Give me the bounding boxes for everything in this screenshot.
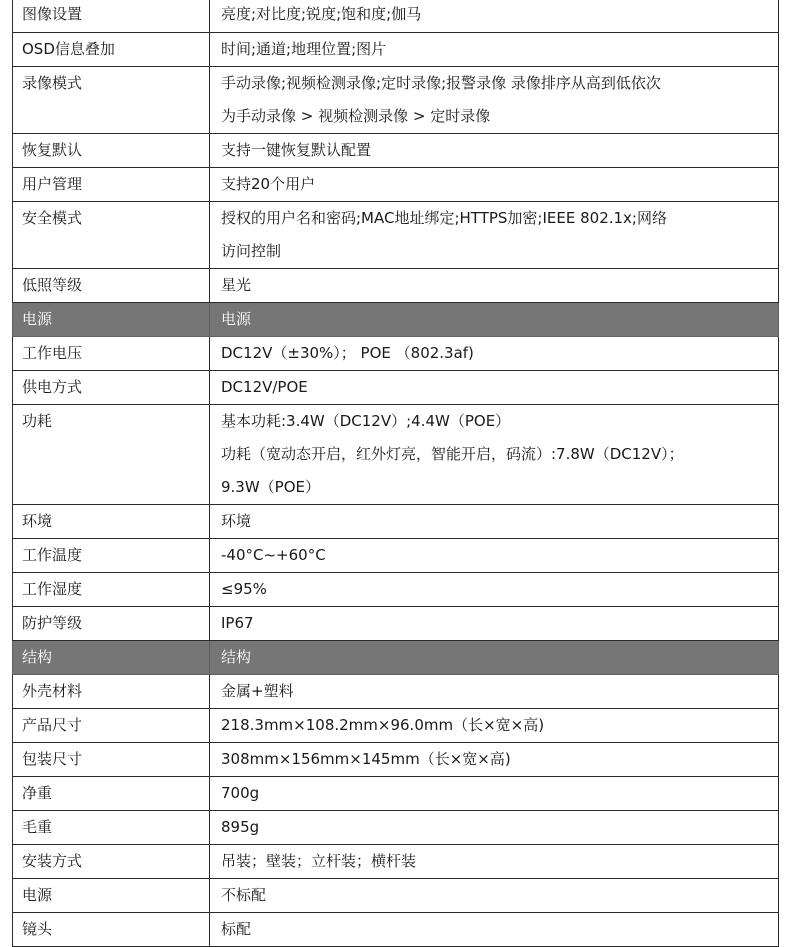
spec-value-line: 为手动录像 > 视频检测录像 > 定时录像	[221, 107, 491, 125]
section-header-row	[13, 641, 779, 675]
spec-value-line: 手动录像;视频检测录像;定时录像;报警录像 录像排序从高到低依次	[221, 74, 661, 92]
table-row	[13, 505, 779, 539]
spec-value-line: 访问控制	[221, 242, 282, 260]
spec-value	[210, 168, 779, 202]
spec-value	[210, 811, 779, 845]
spec-value-line: 218.3mm×108.2mm×96.0mm（长×宽×高)	[221, 716, 545, 734]
table-row	[13, 777, 779, 811]
spec-value	[210, 743, 779, 777]
table-row	[13, 845, 779, 879]
spec-value	[210, 33, 779, 67]
table-row	[13, 405, 779, 505]
table-row	[13, 67, 779, 134]
spec-value-line: 授权的用户名和密码;MAC地址绑定;HTTPS加密;IEEE 802.1x;网络	[221, 209, 667, 227]
spec-label: 供电方式	[13, 371, 210, 405]
spec-label: 防护等级	[13, 607, 210, 641]
spec-value-line: 金属+塑料	[221, 682, 294, 700]
spec-label: 净重	[13, 777, 210, 811]
spec-value	[210, 675, 779, 709]
spec-value	[210, 913, 779, 947]
spec-value	[210, 505, 779, 539]
spec-value-line: 功耗（宽动态开启，红外灯亮，智能开启，码流）:7.8W（DC12V）；	[221, 445, 684, 463]
spec-label: 安全模式	[13, 202, 210, 269]
table-row	[13, 811, 779, 845]
spec-value-line: IP67	[221, 614, 254, 632]
section-value	[210, 641, 779, 675]
spec-value	[210, 573, 779, 607]
table-row	[13, 607, 779, 641]
spec-value-line: 环境	[221, 512, 252, 530]
spec-value-line: 结构	[221, 648, 252, 666]
spec-value-line: 电源	[221, 310, 252, 328]
table-row	[13, 269, 779, 303]
spec-value	[210, 607, 779, 641]
spec-value-line: DC12V/POE	[221, 378, 308, 396]
table-row	[13, 202, 779, 269]
spec-label: 毛重	[13, 811, 210, 845]
spec-label: 外壳材料	[13, 675, 210, 709]
spec-label: 恢复默认	[13, 134, 210, 168]
spec-label: 功耗	[13, 405, 210, 505]
spec-label: 电源	[13, 879, 210, 913]
spec-label: 包装尺寸	[13, 743, 210, 777]
spec-value-line: 吊装；壁装；立杆装；横杆装	[221, 852, 417, 870]
spec-label: 产品尺寸	[13, 709, 210, 743]
spec-value	[210, 777, 779, 811]
spec-label: 安装方式	[13, 845, 210, 879]
spec-value-line: 标配	[221, 920, 252, 938]
spec-value	[210, 269, 779, 303]
spec-label: 工作温度	[13, 539, 210, 573]
table-row	[13, 337, 779, 371]
spec-label: 用户管理	[13, 168, 210, 202]
spec-value	[210, 539, 779, 573]
spec-value-line: 700g	[221, 784, 260, 802]
spec-value	[210, 709, 779, 743]
spec-value-line: 支持一键恢复默认配置	[221, 141, 372, 159]
spec-value	[210, 67, 779, 134]
spec-value	[210, 405, 779, 505]
spec-label: 低照等级	[13, 269, 210, 303]
spec-label: OSD信息叠加	[13, 33, 210, 67]
table-row	[13, 879, 779, 913]
spec-value	[210, 202, 779, 269]
spec-label: 工作电压	[13, 337, 210, 371]
table-row	[13, 33, 779, 67]
spec-value-line: 9.3W（POE）	[221, 478, 321, 496]
spec-label: 环境	[13, 505, 210, 539]
section-header-row	[13, 303, 779, 337]
spec-value-line: 时间;通道;地理位置;图片	[221, 40, 387, 58]
spec-value	[210, 337, 779, 371]
spec-value	[210, 134, 779, 168]
spec-value-line: 895g	[221, 818, 260, 836]
spec-label: 录像模式	[13, 67, 210, 134]
table-row	[13, 539, 779, 573]
section-label: 结构	[13, 641, 210, 675]
spec-label: 镜头	[13, 913, 210, 947]
table-row	[13, 913, 779, 947]
spec-value-line: 基本功耗:3.4W（DC12V）;4.4W（POE）	[221, 412, 511, 430]
spec-value-line: 不标配	[221, 886, 267, 904]
spec-value-line: 308mm×156mm×145mm（长×宽×高)	[221, 750, 511, 768]
spec-label: 图像设置	[13, 0, 210, 33]
spec-value	[210, 0, 779, 33]
spec-value-line: 支持20个用户	[221, 175, 316, 193]
spec-value-line: DC12V（±30%）； POE （802.3af)	[221, 344, 474, 362]
section-label: 电源	[13, 303, 210, 337]
spec-value	[210, 879, 779, 913]
section-value	[210, 303, 779, 337]
table-row	[13, 371, 779, 405]
spec-value-line: 亮度;对比度;锐度;饱和度;伽马	[221, 5, 422, 23]
table-row	[13, 0, 779, 33]
table-row	[13, 134, 779, 168]
spec-value	[210, 845, 779, 879]
spec-table	[12, 0, 779, 947]
spec-value-line: -40°C~+60°C	[221, 546, 326, 564]
table-row	[13, 709, 779, 743]
table-row	[13, 573, 779, 607]
spec-table-body	[13, 0, 779, 947]
spec-value-line: ≤95%	[221, 580, 267, 598]
table-row	[13, 743, 779, 777]
spec-value	[210, 371, 779, 405]
table-row	[13, 675, 779, 709]
spec-label: 工作湿度	[13, 573, 210, 607]
spec-value-line: 星光	[221, 276, 252, 294]
table-row	[13, 168, 779, 202]
